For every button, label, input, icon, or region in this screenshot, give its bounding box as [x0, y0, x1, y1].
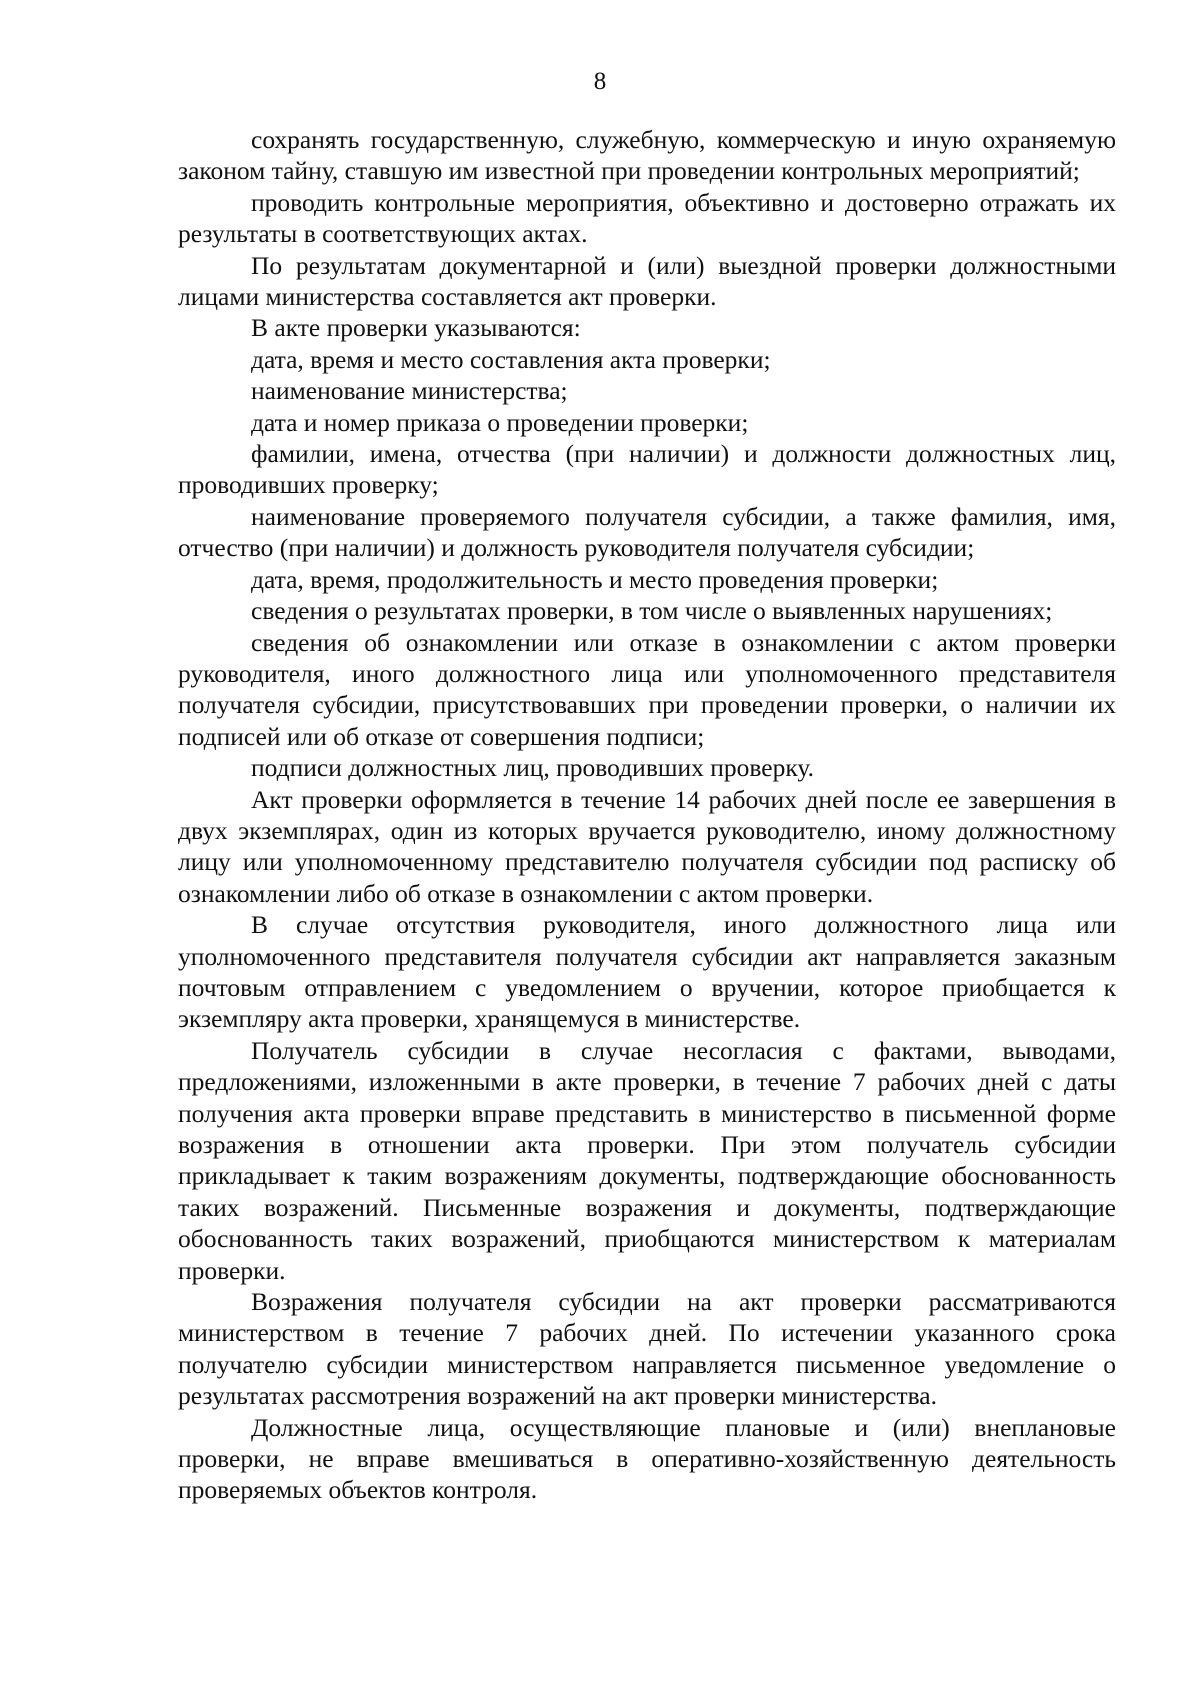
list-item-recipient: наименование проверяемого получателя субсидии, а также фамилия, имя, отчество (при наличии) и должность руководителя получателя субсидии; [178, 501, 1116, 563]
paragraph-act-contents-intro: В акте проверки указываются: [251, 313, 581, 343]
paragraph-inspection-act: По результатам документарной и (или) выездной проверки должностными лицами министерства составляется акт проверки. [178, 250, 1116, 312]
list-item-duration: дата, время, продолжительность и место проведения проверки; [251, 564, 939, 594]
page-number: 8 [593, 68, 607, 95]
list-item-results: сведения о результатах проверки, в том числе о выявленных нарушениях; [251, 596, 1053, 626]
paragraph-objections: Получатель субсидии в случае несогласия с фактами, выводами, предложениями, изложенными в акте проверки, в течение 7 рабочих дней с даты получения акта проверки вправе представить в министерство в письменной форме возражения в отношении акта проверки. При этом получатель субсидии прикладывает к таким возражениям документы, подтверждающие обоснованность таких возражений. Письменные возражения и документы, подтверждающие обоснованность таких возражений, приобщаются министерством к материалам проверки. [178, 1035, 1116, 1285]
list-item-date-place: дата, время и место составления акта проверки; [251, 344, 771, 374]
list-item-officials: фамилии, имена, отчества (при наличии) и должности должностных лиц, проводивших проверку; [178, 439, 1116, 500]
list-item-order: дата и номер приказа о проведении проверки; [251, 407, 749, 437]
paragraph-conduct-measures: проводить контрольные мероприятия, объективно и достоверно отражать их результаты в соответствующих актах. [178, 187, 1116, 249]
document-body [178, 124, 1116, 1506]
paragraph-confidentiality: сохранять государственную, служебную, коммерческую и иную охраняемую законом тайну, ставшую им известной при проведении контрольных мероприятий; [178, 125, 1116, 186]
list-item-ministry-name: наименование министерства; [251, 376, 568, 406]
paragraph-objections-review: Возражения получателя субсидии на акт проверки рассматриваются министерством в течение 7 рабочих дней. По истечении указанного срока получателю субсидии министерством направляется письменное уведомление о результатах рассмотрения возражений на акт проверки министерства. [178, 1287, 1116, 1411]
paragraph-officials-restriction: Должностные лица, осуществляющие плановые и (или) внеплановые проверки, не вправе вмешиваться в оперативно-хозяйственную деятельность проверяемых объектов контроля. [178, 1412, 1116, 1505]
list-item-signatures: подписи должностных лиц, проводивших проверку. [251, 753, 814, 783]
list-item-acquaintance: сведения об ознакомлении или отказе в ознакомлении с актом проверки руководителя, иного должностного лица или уполномоченного представителя получателя субсидии, присутствовавших при проведении проверки, о наличии их подписей или об отказе от совершения подписи; [178, 627, 1116, 751]
paragraph-act-execution: Акт проверки оформляется в течение 14 рабочих дней после ее завершения в двух экземплярах, один из которых вручается руководителю, иному должностному лицу или уполномоченному представителю получателя субсидии под расписку об ознакомлении либо об отказе в ознакомлении с актом проверки. [178, 784, 1116, 908]
paragraph-absence: В случае отсутствия руководителя, иного должностного лица или уполномоченного представителя получателя субсидии акт направляется заказным почтовым отправлением с уведомлением о вручении, которое приобщается к экземпляру акта проверки, хранящемуся в министерстве. [178, 910, 1116, 1034]
